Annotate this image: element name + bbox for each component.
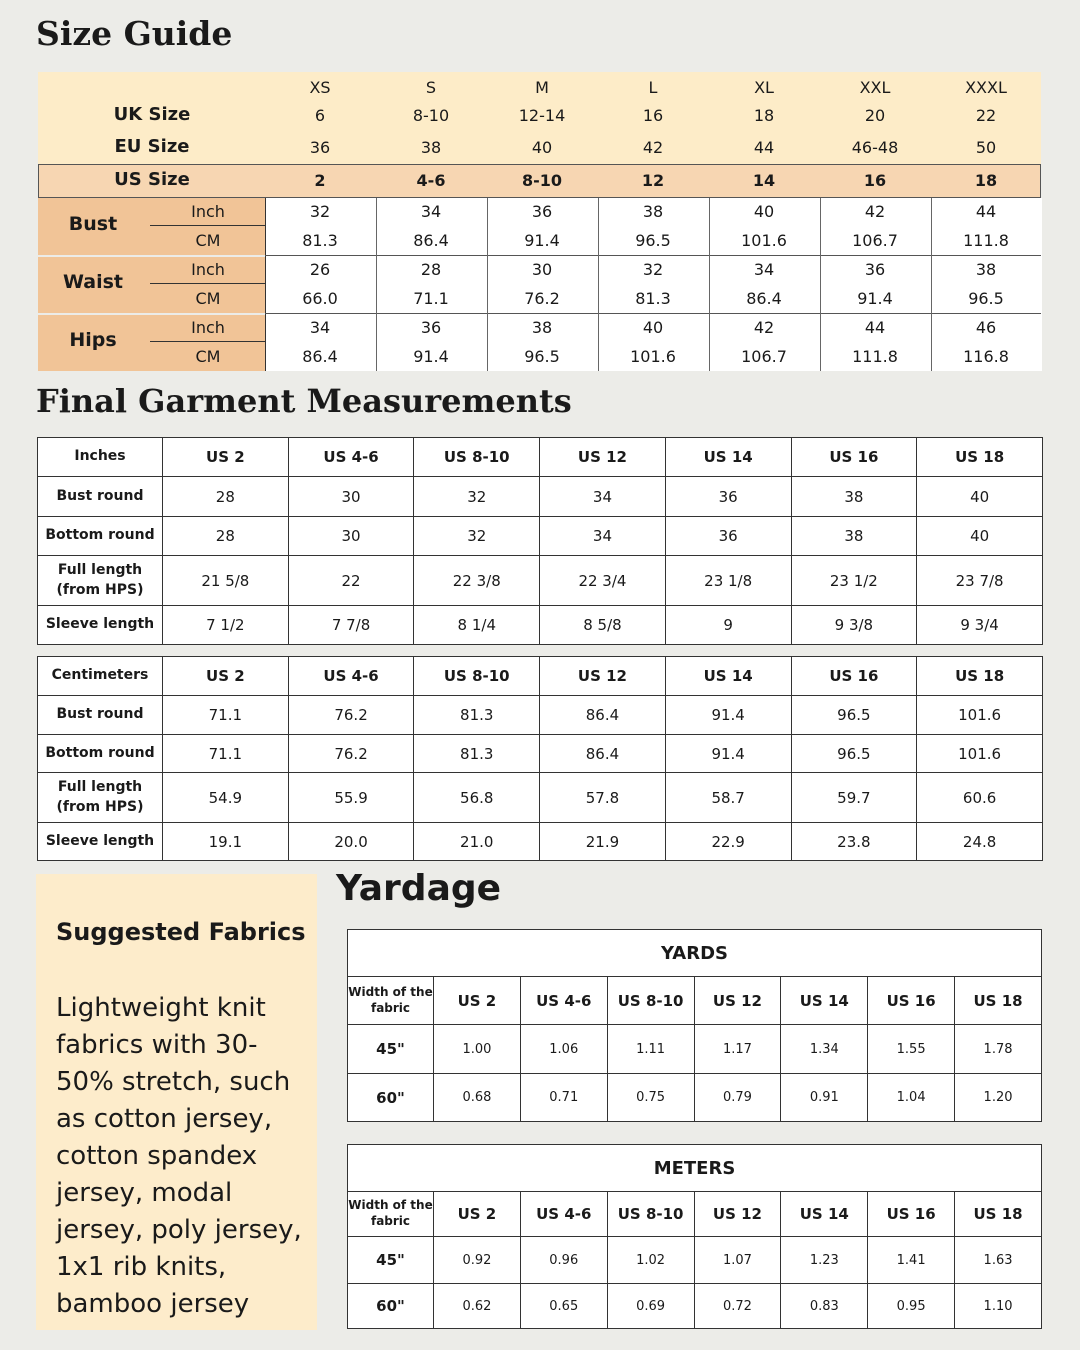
cell: 9 3/4 xyxy=(917,606,1043,645)
size-guide-title: Size Guide xyxy=(36,14,233,53)
inch-cell: 40 xyxy=(642,318,664,337)
cell: 101.6 xyxy=(917,696,1043,735)
row-label: Bottom round xyxy=(38,735,163,773)
row-label: Bust round xyxy=(38,696,163,735)
cm-cell: 71.1 xyxy=(413,289,449,308)
suggested-fabrics-title: Suggested Fabrics xyxy=(56,918,306,946)
cm-cell: 106.7 xyxy=(741,347,787,366)
cell: 23 7/8 xyxy=(917,556,1043,606)
cell: 101.6 xyxy=(917,735,1043,773)
size-header: US 4-6 xyxy=(288,657,414,696)
cm-cell: 111.8 xyxy=(963,231,1009,250)
us-size-cell: 2 xyxy=(314,171,326,190)
size-header: US 2 xyxy=(163,438,289,477)
column-divider xyxy=(820,198,821,371)
cell: 22.9 xyxy=(665,823,791,861)
inch-cell: 34 xyxy=(753,260,775,279)
cell: 54.9 xyxy=(163,773,289,823)
cell: 22 3/8 xyxy=(414,556,540,606)
cell: 1.06 xyxy=(520,1025,607,1074)
cell: 34 xyxy=(540,477,666,517)
size-header: US 12 xyxy=(540,657,666,696)
size-header: US 14 xyxy=(781,1192,868,1237)
uk-size-cell: 18 xyxy=(753,106,775,125)
row-label: 60" xyxy=(348,1284,434,1329)
column-divider xyxy=(487,198,488,371)
size-header: US 14 xyxy=(665,657,791,696)
group-separator xyxy=(38,313,265,315)
cell: 20.0 xyxy=(288,823,414,861)
width-label xyxy=(348,977,434,1025)
hips-divider xyxy=(150,341,265,342)
size-header: US 4-6 xyxy=(288,438,414,477)
eu-size-cell: 40 xyxy=(531,138,553,157)
cm-cell: 96.5 xyxy=(635,231,671,250)
cell: 34 xyxy=(540,517,666,556)
inch-cell: 40 xyxy=(753,202,775,221)
cell: 0.65 xyxy=(520,1284,607,1329)
final-garment-title: Final Garment Measurements xyxy=(36,382,572,420)
row-label-line1: Full length xyxy=(57,561,143,578)
inch-cell: 42 xyxy=(753,318,775,337)
cell: 1.23 xyxy=(781,1237,868,1284)
hips-cm-label: CM xyxy=(195,347,221,366)
row-label xyxy=(38,773,163,823)
cm-cell: 101.6 xyxy=(630,347,676,366)
inch-cell: 46 xyxy=(975,318,997,337)
table-row xyxy=(38,606,1043,645)
cm-cell: 86.4 xyxy=(302,347,338,366)
cell: 71.1 xyxy=(163,735,289,773)
cell: 1.00 xyxy=(434,1025,521,1074)
cell: 56.8 xyxy=(414,773,540,823)
size-header: US 2 xyxy=(434,977,521,1025)
cell: 28 xyxy=(163,517,289,556)
width-label-line1: Width of the xyxy=(348,1198,433,1213)
width-label xyxy=(348,1192,434,1237)
cm-cell: 66.0 xyxy=(302,289,338,308)
cm-cell: 101.6 xyxy=(741,231,787,250)
us-size-cell: 12 xyxy=(641,171,665,190)
inch-cell: 34 xyxy=(420,202,442,221)
uk-size-cell: 8-10 xyxy=(412,106,450,125)
meters-caption: METERS xyxy=(348,1145,1042,1192)
us-size-cell: 8-10 xyxy=(521,171,563,190)
yardage-title: Yardage xyxy=(336,868,502,909)
size-header: US 14 xyxy=(665,438,791,477)
cell: 40 xyxy=(917,517,1043,556)
size-guide-chart xyxy=(38,72,1041,371)
inch-cell: 38 xyxy=(642,202,664,221)
cell: 9 3/8 xyxy=(791,606,917,645)
cell: 23 1/8 xyxy=(665,556,791,606)
cell: 1.02 xyxy=(607,1237,694,1284)
cell: 21 5/8 xyxy=(163,556,289,606)
cell: 30 xyxy=(288,517,414,556)
letter-size-cell: M xyxy=(535,78,549,97)
table-row xyxy=(38,735,1043,773)
size-header: US 16 xyxy=(868,977,955,1025)
uk-size-cell: 16 xyxy=(642,106,664,125)
row-label xyxy=(38,556,163,606)
table-header-row xyxy=(348,977,1042,1025)
eu-size-cell: 46-48 xyxy=(851,138,899,157)
letter-size-cell: XXL xyxy=(859,78,891,97)
row-label: 45" xyxy=(348,1237,434,1284)
cm-cell: 96.5 xyxy=(968,289,1004,308)
table-row xyxy=(38,556,1043,606)
cell: 0.69 xyxy=(607,1284,694,1329)
uk-size-cell: 22 xyxy=(975,106,997,125)
cell: 81.3 xyxy=(414,735,540,773)
cell: 32 xyxy=(414,477,540,517)
cell: 57.8 xyxy=(540,773,666,823)
size-header: US 12 xyxy=(694,1192,781,1237)
table-row xyxy=(38,477,1043,517)
cell: 0.68 xyxy=(434,1074,521,1122)
cell: 0.71 xyxy=(520,1074,607,1122)
cell: 0.62 xyxy=(434,1284,521,1329)
cell: 7 1/2 xyxy=(163,606,289,645)
inches-corner-label: Inches xyxy=(38,438,163,477)
cm-cell: 76.2 xyxy=(524,289,560,308)
eu-size-label: EU Size xyxy=(114,136,190,157)
column-divider xyxy=(931,198,932,371)
size-header: US 4-6 xyxy=(520,977,607,1025)
hips-label: Hips xyxy=(69,329,117,351)
measurement-values-area xyxy=(265,198,1042,371)
cm-cell: 86.4 xyxy=(413,231,449,250)
cell: 96.5 xyxy=(791,735,917,773)
cell: 9 xyxy=(665,606,791,645)
letter-size-cell: XS xyxy=(309,78,331,97)
us-size-cell: 14 xyxy=(752,171,776,190)
cell: 0.79 xyxy=(694,1074,781,1122)
letter-size-cell: XXXL xyxy=(965,78,1007,97)
table-caption-row xyxy=(348,1145,1042,1192)
waist-cm-label: CM xyxy=(195,289,221,308)
table-row xyxy=(38,696,1043,735)
inches-table xyxy=(37,437,1043,645)
us-size-label: US Size xyxy=(114,169,190,190)
row-divider xyxy=(265,313,1041,314)
hips-inch-label: Inch xyxy=(191,318,225,337)
cell: 96.5 xyxy=(791,696,917,735)
eu-size-cell: 50 xyxy=(975,138,997,157)
cell: 91.4 xyxy=(665,735,791,773)
cell: 8 5/8 xyxy=(540,606,666,645)
yards-caption: YARDS xyxy=(348,930,1042,977)
letter-size-cell: S xyxy=(425,78,437,97)
table-header-row xyxy=(38,438,1043,477)
cell: 40 xyxy=(917,477,1043,517)
inch-cell: 32 xyxy=(309,202,331,221)
row-label-line1: Full length xyxy=(57,778,143,795)
size-header: US 8-10 xyxy=(607,977,694,1025)
group-separator xyxy=(38,255,265,257)
cell: 86.4 xyxy=(540,696,666,735)
cell: 1.20 xyxy=(955,1074,1042,1122)
cell: 0.72 xyxy=(694,1284,781,1329)
eu-size-cell: 36 xyxy=(309,138,331,157)
cm-cell: 86.4 xyxy=(746,289,782,308)
cm-cell: 81.3 xyxy=(635,289,671,308)
cm-cell: 91.4 xyxy=(524,231,560,250)
cell: 38 xyxy=(791,517,917,556)
table-header-row xyxy=(38,657,1043,696)
cell: 76.2 xyxy=(288,696,414,735)
row-label: Sleeve length xyxy=(38,823,163,861)
cell: 21.0 xyxy=(414,823,540,861)
cell: 1.55 xyxy=(868,1025,955,1074)
row-label-line2: (from HPS) xyxy=(56,581,144,598)
size-header: US 8-10 xyxy=(414,657,540,696)
size-header: US 8-10 xyxy=(414,438,540,477)
cell: 59.7 xyxy=(791,773,917,823)
row-label: Bust round xyxy=(38,477,163,517)
cell: 23 1/2 xyxy=(791,556,917,606)
size-header: US 18 xyxy=(917,438,1043,477)
us-size-cell: 18 xyxy=(974,171,998,190)
centimeters-corner-label: Centimeters xyxy=(38,657,163,696)
table-caption-row xyxy=(348,930,1042,977)
cell: 28 xyxy=(163,477,289,517)
waist-divider xyxy=(150,283,265,284)
size-header: US 2 xyxy=(163,657,289,696)
column-divider xyxy=(376,198,377,371)
cell: 22 3/4 xyxy=(540,556,666,606)
cell: 0.95 xyxy=(868,1284,955,1329)
table-row xyxy=(38,773,1043,823)
cell: 1.11 xyxy=(607,1025,694,1074)
row-label: Bottom round xyxy=(38,517,163,556)
table-row xyxy=(348,1284,1042,1329)
eu-size-cell: 44 xyxy=(753,138,775,157)
inch-cell: 44 xyxy=(975,202,997,221)
size-header: US 16 xyxy=(791,438,917,477)
size-header: US 16 xyxy=(791,657,917,696)
table-row xyxy=(348,1237,1042,1284)
us-size-cell: 4-6 xyxy=(416,171,446,190)
inch-cell: 28 xyxy=(420,260,442,279)
table-row xyxy=(348,1074,1042,1122)
inch-cell: 26 xyxy=(309,260,331,279)
size-header: US 18 xyxy=(917,657,1043,696)
cell: 0.96 xyxy=(520,1237,607,1284)
cm-cell: 96.5 xyxy=(524,347,560,366)
bust-label: Bust xyxy=(68,213,118,235)
size-header: US 16 xyxy=(868,1192,955,1237)
bust-cm-label: CM xyxy=(195,231,221,250)
row-label: 60" xyxy=(348,1074,434,1122)
uk-size-cell: 20 xyxy=(864,106,886,125)
us-size-cell: 16 xyxy=(863,171,887,190)
size-header: US 18 xyxy=(955,977,1042,1025)
bust-divider xyxy=(150,225,265,226)
meters-table xyxy=(347,1144,1042,1329)
cell: 36 xyxy=(665,477,791,517)
size-header: US 18 xyxy=(955,1192,1042,1237)
table-row xyxy=(348,1025,1042,1074)
inch-cell: 38 xyxy=(975,260,997,279)
row-label-line2: (from HPS) xyxy=(56,798,144,815)
eu-size-cell: 42 xyxy=(642,138,664,157)
cell: 1.63 xyxy=(955,1237,1042,1284)
table-header-row xyxy=(348,1192,1042,1237)
uk-size-cell: 12-14 xyxy=(518,106,566,125)
cell: 76.2 xyxy=(288,735,414,773)
size-header: US 12 xyxy=(540,438,666,477)
cell: 58.7 xyxy=(665,773,791,823)
width-label-line2: fabric xyxy=(370,1214,411,1228)
inch-cell: 36 xyxy=(864,260,886,279)
cell: 1.34 xyxy=(781,1025,868,1074)
size-header: US 14 xyxy=(781,977,868,1025)
letter-size-cell: L xyxy=(648,78,658,97)
column-divider xyxy=(709,198,710,371)
width-label-line2: fabric xyxy=(370,1000,411,1015)
cell: 36 xyxy=(665,517,791,556)
inch-cell: 32 xyxy=(642,260,664,279)
inch-cell: 38 xyxy=(531,318,553,337)
cm-cell: 106.7 xyxy=(852,231,898,250)
size-header: US 8-10 xyxy=(607,1192,694,1237)
uk-size-cell: 6 xyxy=(314,106,326,125)
cm-cell: 81.3 xyxy=(302,231,338,250)
letter-size-cell: XL xyxy=(754,78,774,97)
cm-cell: 111.8 xyxy=(852,347,898,366)
cell: 1.04 xyxy=(868,1074,955,1122)
cell: 0.91 xyxy=(781,1074,868,1122)
cell: 81.3 xyxy=(414,696,540,735)
cell: 32 xyxy=(414,517,540,556)
inch-cell: 36 xyxy=(531,202,553,221)
cell: 8 1/4 xyxy=(414,606,540,645)
cell: 24.8 xyxy=(917,823,1043,861)
suggested-fabrics-text: Lightweight knit fabrics with 30-50% stretch, such as cotton jersey, cotton spandex jersey, modal jersey, poly jersey, 1x1 rib knits, bamboo jersey xyxy=(56,993,302,1319)
table-row xyxy=(38,517,1043,556)
row-divider xyxy=(265,255,1041,256)
column-divider xyxy=(598,198,599,371)
yards-table xyxy=(347,929,1042,1122)
cell: 86.4 xyxy=(540,735,666,773)
uk-size-label: UK Size xyxy=(113,104,191,125)
cell: 7 7/8 xyxy=(288,606,414,645)
cell: 22 xyxy=(288,556,414,606)
width-label-line1: Width of the xyxy=(348,984,433,999)
bust-inch-label: Inch xyxy=(191,202,225,221)
cell: 71.1 xyxy=(163,696,289,735)
row-label: 45" xyxy=(348,1025,434,1074)
waist-inch-label: Inch xyxy=(191,260,225,279)
cell: 91.4 xyxy=(665,696,791,735)
cell: 1.10 xyxy=(955,1284,1042,1329)
cell: 1.78 xyxy=(955,1025,1042,1074)
waist-label: Waist xyxy=(62,271,123,293)
cm-cell: 91.4 xyxy=(413,347,449,366)
row-label: Sleeve length xyxy=(38,606,163,645)
cell: 0.83 xyxy=(781,1284,868,1329)
cell: 38 xyxy=(791,477,917,517)
cell: 1.07 xyxy=(694,1237,781,1284)
inch-cell: 34 xyxy=(309,318,331,337)
cell: 23.8 xyxy=(791,823,917,861)
size-header: US 4-6 xyxy=(520,1192,607,1237)
cell: 30 xyxy=(288,477,414,517)
inch-cell: 42 xyxy=(864,202,886,221)
table-row xyxy=(38,823,1043,861)
cell: 0.92 xyxy=(434,1237,521,1284)
cell: 1.41 xyxy=(868,1237,955,1284)
suggested-fabrics-panel xyxy=(36,874,317,1330)
cell: 19.1 xyxy=(163,823,289,861)
cell: 60.6 xyxy=(917,773,1043,823)
cell: 55.9 xyxy=(288,773,414,823)
inch-cell: 30 xyxy=(531,260,553,279)
eu-size-cell: 38 xyxy=(420,138,442,157)
cell: 21.9 xyxy=(540,823,666,861)
cm-cell: 91.4 xyxy=(857,289,893,308)
size-header: US 12 xyxy=(694,977,781,1025)
size-header: US 2 xyxy=(434,1192,521,1237)
inch-cell: 44 xyxy=(864,318,886,337)
inch-cell: 36 xyxy=(420,318,442,337)
centimeters-table xyxy=(37,656,1043,861)
cell: 1.17 xyxy=(694,1025,781,1074)
cm-cell: 116.8 xyxy=(963,347,1009,366)
cell: 0.75 xyxy=(607,1074,694,1122)
